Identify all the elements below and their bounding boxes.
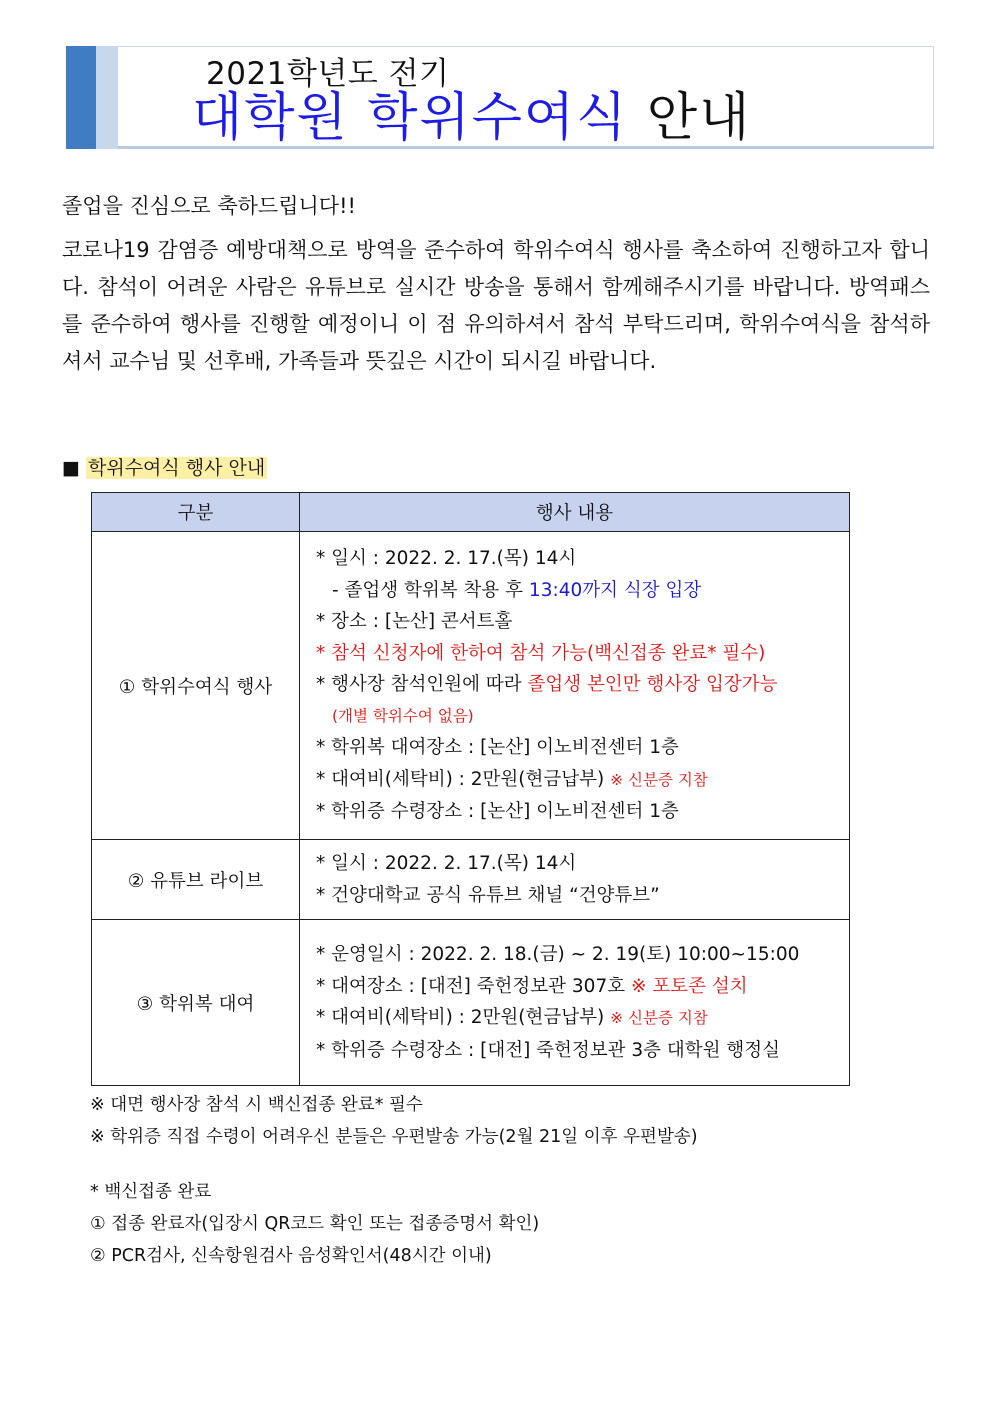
page-subtitle: 2021학년도 전기 xyxy=(206,56,450,92)
detail-line xyxy=(316,669,843,701)
banner-accent-bar-dark xyxy=(66,46,96,149)
row-category: ③ 학위복 대여 xyxy=(92,920,300,1086)
section-heading xyxy=(62,453,267,480)
detail-line: * 장소 : [논산] 콘서트홀 xyxy=(316,611,513,633)
detail-line: * 건양대학교 공식 유튜브 채널 “건양튜브” xyxy=(316,884,660,906)
row-category: ② 유튜브 라이브 xyxy=(92,840,300,920)
detail-line-warning: (개별 학위수여 없음) xyxy=(332,706,474,725)
table-row xyxy=(92,532,850,840)
section-marker-icon: ■ xyxy=(62,457,80,479)
table-row xyxy=(92,840,850,920)
detail-line xyxy=(316,971,843,1003)
section-title: 학위수여식 행사 안내 xyxy=(88,457,266,479)
row-details xyxy=(300,532,850,840)
table-header-row xyxy=(92,493,850,532)
page-title-highlight: 대학원 학위수여식 xyxy=(192,88,629,148)
row-details xyxy=(300,920,850,1086)
congratulations-line: 졸업을 진심으로 축하드립니다!! xyxy=(62,194,356,218)
detail-line xyxy=(316,575,843,607)
detail-line: * 학위증 수령장소 : [논산] 이노비전센터 1층 xyxy=(316,801,679,823)
detail-line xyxy=(316,1002,843,1035)
detail-line: * 학위복 대여장소 : [논산] 이노비전센터 1층 xyxy=(316,737,679,759)
detail-line xyxy=(316,764,843,797)
intro-paragraph: 코로나19 감염증 예방대책으로 방역을 준수하여 학위수여식 행사를 축소하여 진행하고자 합니다. 참석이 어려운 사람은 유튜브로 실시간 방송을 통해서 함께해주시기를 바랍니다. 방역패스를 준수하여 행사를 진행할 예정이니 이 점 유의하셔서 참석 부탁드리며, 학위수여식을 참석하셔서 교수님 및 선후배, 가족들과 뜻깊은 시간이 되시길 바랍니다. xyxy=(62,238,930,373)
table-row xyxy=(92,920,850,1086)
page-title-suffix: 안내 xyxy=(646,88,752,148)
detail-line: * 학위증 수령장소 : [대전] 죽헌정보관 3층 대학원 행정실 xyxy=(316,1039,781,1061)
photo-zone-note: ※ 포토존 설치 xyxy=(630,975,748,997)
id-card-note: ※ 신분증 지참 xyxy=(610,770,708,789)
footnote: ※ 대면 행사장 참석 시 백신접종 완료* 필수 xyxy=(90,1095,423,1115)
page-title xyxy=(192,88,751,148)
detail-line: * 일시 : 2022. 2. 17.(목) 14시 xyxy=(316,548,577,570)
vaccine-note-item: ① 접종 완료자(입장시 QR코드 확인 또는 접종증명서 확인) xyxy=(90,1214,540,1234)
detail-line-warning: * 참석 신청자에 한하여 참석 가능(백신접종 완료* 필수) xyxy=(316,642,766,664)
detail-text: * 행사장 참석인원에 따라 xyxy=(316,674,528,696)
table-header-content: 행사 내용 xyxy=(300,493,850,532)
detail-text: * 대여장소 : [대전] 죽헌정보관 307호 xyxy=(316,975,631,997)
detail-line: * 일시 : 2022. 2. 17.(목) 14시 xyxy=(316,853,577,874)
footnotes xyxy=(90,1089,698,1153)
entry-time-highlight: 13:40까지 식장 입장 xyxy=(528,579,702,601)
id-card-note: ※ 신분증 지참 xyxy=(610,1009,708,1027)
footnote: ※ 학위증 직접 수령이 어려우신 분들은 우편발송 가능(2월 21일 이후 우편발송) xyxy=(90,1127,698,1147)
vaccine-notes-title: * 백신접종 완료 xyxy=(90,1182,212,1202)
table-header-category: 구분 xyxy=(92,493,300,532)
vaccine-notes xyxy=(90,1176,539,1272)
detail-text: * 대여비(세탁비) : 2만원(현금납부) xyxy=(316,1007,611,1028)
vaccine-note-item: ② PCR검사, 신속항원검사 음성확인서(48시간 이내) xyxy=(90,1246,492,1266)
banner-accent-bar-light xyxy=(96,46,118,149)
detail-line: * 운영일시 : 2022. 2. 18.(금) ~ 2. 19(토) 10:00~15:00 xyxy=(316,944,800,965)
detail-warning-text: 졸업생 본인만 행사장 입장가능 xyxy=(527,674,778,696)
event-info-table xyxy=(91,492,850,1086)
row-details xyxy=(300,840,850,920)
detail-text: - 졸업생 학위복 착용 후 xyxy=(332,579,529,601)
detail-text: * 대여비(세탁비) : 2만원(현금납부) xyxy=(316,768,611,790)
row-category: ① 학위수여식 행사 xyxy=(92,532,300,840)
